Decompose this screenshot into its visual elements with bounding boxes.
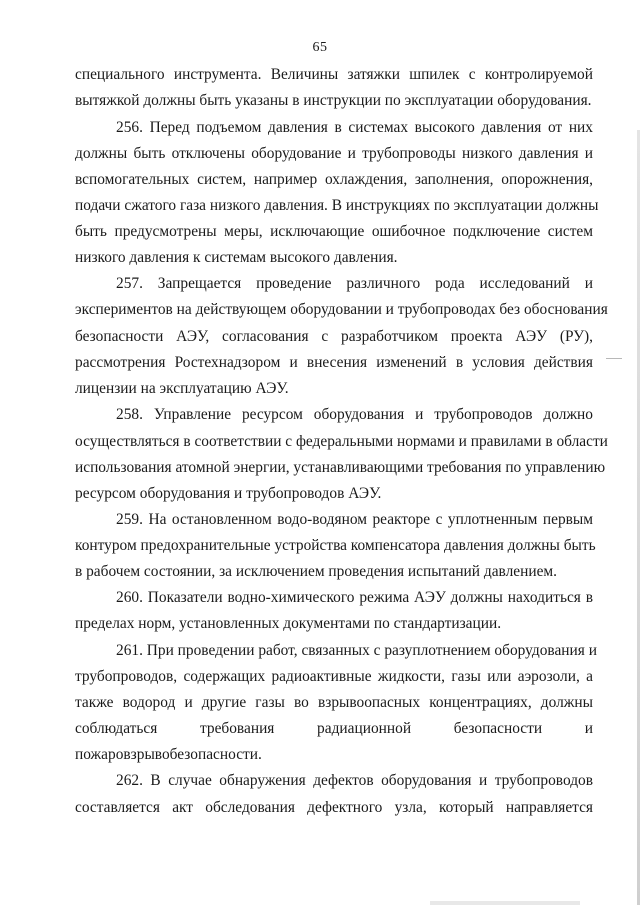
text-line: вспомогательных систем, например охлаждения, заполнения, опорожнения, (75, 171, 593, 188)
text-line: быть предусмотрены меры, исключающие ошибочное подключение систем (75, 223, 593, 240)
paragraph-261-start: 261. При проведении работ, связанных с разуплотнением оборудования и (116, 642, 597, 659)
text-line: контуром предохранительные устройства компенсатора давления должны быть (75, 537, 596, 554)
paragraph-262-start: 262. В случае обнаружения дефектов оборудования и трубопроводов (116, 772, 593, 789)
paragraph-258-start: 258. Управление ресурсом оборудования и трубопроводов должно (116, 406, 593, 423)
text-line: использования атомной энергии, устанавливающими требования по управлению (75, 459, 606, 476)
scan-artifact-mark (606, 358, 622, 365)
text-line: лицензии на эксплуатацию АЭУ. (75, 380, 289, 397)
text-line: вытяжкой должны быть указаны в инструкции по эксплуатации оборудования. (75, 92, 592, 109)
text-line: ресурсом оборудования и трубопроводов АЭУ. (75, 485, 382, 502)
text-line: в рабочем состоянии, за исключением проведения испытаний давлением. (75, 563, 558, 580)
paragraph-256-start: 256. Перед подъемом давления в системах высокого давления от них (116, 119, 593, 136)
text-line: специального инструмента. Величины затяжки шпилек с контролируемой (75, 66, 593, 83)
text-line: пожаровзрывобезопасности. (75, 746, 262, 763)
text-line: также водород и другие газы во взрывоопасных концентрациях, должны (75, 694, 593, 711)
text-line: осуществляться в соответствии с федеральными нормами и правилами в области (75, 433, 608, 450)
scan-bottom-artifact (430, 901, 580, 905)
paragraph-257-start: 257. Запрещается проведение различного рода исследований и (116, 275, 593, 292)
text-line: безопасности АЭУ, согласования с разработчиком проекта АЭУ (РУ), (75, 328, 593, 345)
paragraph-260-start: 260. Показатели водно-химического режима АЭУ должны находиться в (116, 589, 593, 606)
text-line: подачи сжатого газа низкого давления. В инструкциях по эксплуатации должны (75, 197, 599, 214)
text-line: рассмотрения Ростехнадзором и внесения изменений в условия действия (75, 354, 593, 371)
text-line: экспериментов на действующем оборудовании и трубопроводах без обоснования (75, 301, 608, 318)
text-line: низкого давления к системам высокого давления. (75, 249, 398, 266)
text-line: трубопроводов, содержащих радиоактивные жидкости, газы или аэрозоли, а (75, 668, 593, 685)
text-line: составляется акт обследования дефектного узла, который направляется (75, 799, 593, 816)
text-line: соблюдаться требования радиационной безопасности и (75, 720, 593, 737)
text-line: пределах норм, установленных документами по стандартизации. (75, 615, 502, 632)
paragraph-259-start: 259. На остановленном водо-водяном реакторе с уплотненным первым (116, 511, 593, 528)
text-line: должны быть отключены оборудование и трубопроводы низкого давления и (75, 145, 593, 162)
page-number: 65 (312, 40, 328, 55)
